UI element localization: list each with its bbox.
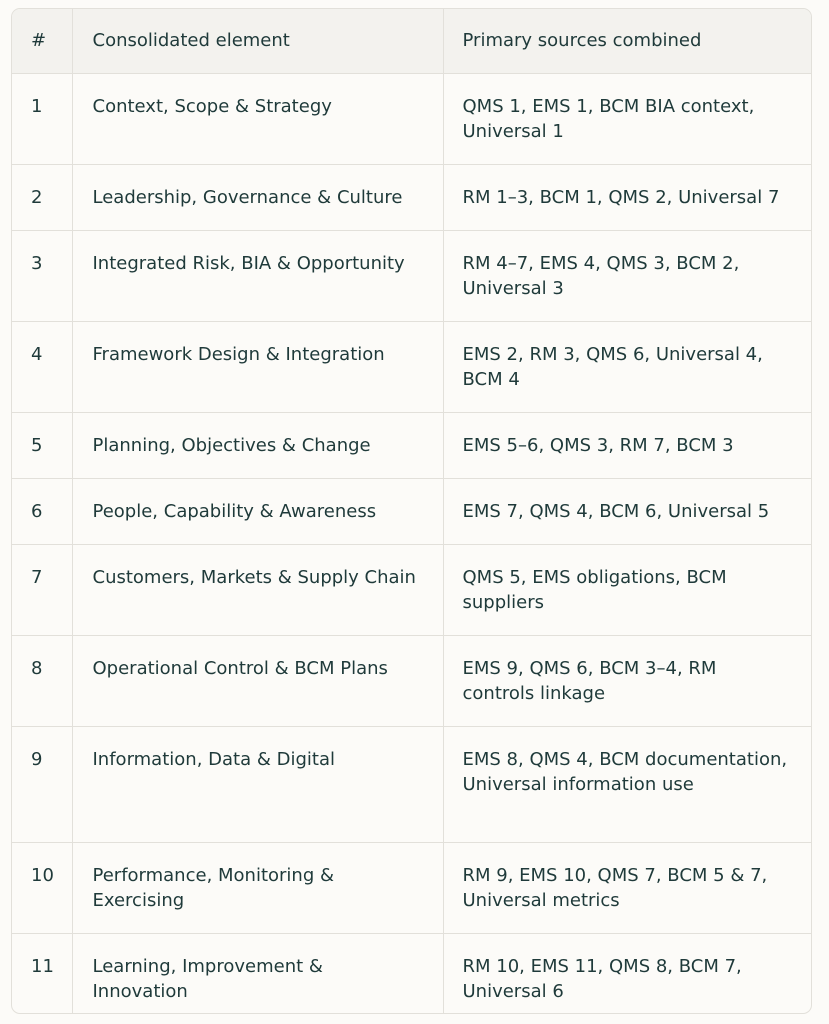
row-sources: EMS 2, RM 3, QMS 6, Universal 4, BCM 4: [443, 321, 811, 412]
table-row: [12, 73, 811, 164]
row-element: Customers, Markets & Supply Chain: [72, 544, 443, 635]
table-row: [12, 321, 811, 412]
row-element: Framework Design & Integration: [72, 321, 443, 412]
row-element: Leadership, Governance & Culture: [72, 164, 443, 230]
table-row: [12, 478, 811, 544]
row-number: 3: [31, 252, 43, 274]
table-row: [12, 842, 811, 933]
row-sources: EMS 9, QMS 6, BCM 3–4, RM controls linkage: [443, 635, 811, 726]
row-number: 7: [31, 566, 43, 588]
table-row: [12, 230, 811, 321]
table: [12, 9, 811, 1014]
row-number: 11: [31, 955, 54, 977]
header-consolidated-element: Consolidated element: [72, 9, 443, 73]
table-header: [12, 9, 811, 73]
table-row: [12, 544, 811, 635]
row-sources: QMS 1, EMS 1, BCM BIA context, Universal 1: [443, 73, 811, 164]
row-sources: EMS 5–6, QMS 3, RM 7, BCM 3: [443, 412, 811, 478]
row-sources: EMS 8, QMS 4, BCM documentation, Universal information use: [443, 726, 811, 842]
table-row: [12, 933, 811, 1014]
row-number: 6: [31, 500, 43, 522]
row-sources: RM 10, EMS 11, QMS 8, BCM 7, Universal 6: [443, 933, 811, 1014]
table-row: [12, 164, 811, 230]
consolidated-elements-table: [11, 8, 812, 1014]
table-row: [12, 412, 811, 478]
table-row: [12, 726, 811, 842]
row-number: 1: [31, 95, 43, 117]
row-sources: RM 9, EMS 10, QMS 7, BCM 5 & 7, Universal metrics: [443, 842, 811, 933]
table-body: [12, 73, 811, 1014]
row-number: 2: [31, 186, 43, 208]
row-sources: RM 4–7, EMS 4, QMS 3, BCM 2, Universal 3: [443, 230, 811, 321]
row-number: 8: [31, 657, 43, 679]
row-number: 4: [31, 343, 43, 365]
row-element: People, Capability & Awareness: [72, 478, 443, 544]
row-number: 5: [31, 434, 43, 456]
row-element: Operational Control & BCM Plans: [72, 635, 443, 726]
row-element: Learning, Improvement & Innovation: [72, 933, 443, 1014]
row-element: Performance, Monitoring & Exercising: [72, 842, 443, 933]
row-sources: EMS 7, QMS 4, BCM 6, Universal 5: [443, 478, 811, 544]
row-element: Integrated Risk, BIA & Opportunity: [72, 230, 443, 321]
row-sources: QMS 5, EMS obligations, BCM suppliers: [443, 544, 811, 635]
row-sources: RM 1–3, BCM 1, QMS 2, Universal 7: [443, 164, 811, 230]
row-number: 9: [31, 748, 43, 770]
row-element: Information, Data & Digital: [72, 726, 443, 842]
header-primary-sources: Primary sources combined: [443, 9, 811, 73]
row-number: 10: [31, 864, 54, 886]
row-element: Planning, Objectives & Change: [72, 412, 443, 478]
table-row: [12, 635, 811, 726]
header-row: [12, 9, 811, 73]
row-element: Context, Scope & Strategy: [72, 73, 443, 164]
header-number: #: [12, 9, 72, 73]
